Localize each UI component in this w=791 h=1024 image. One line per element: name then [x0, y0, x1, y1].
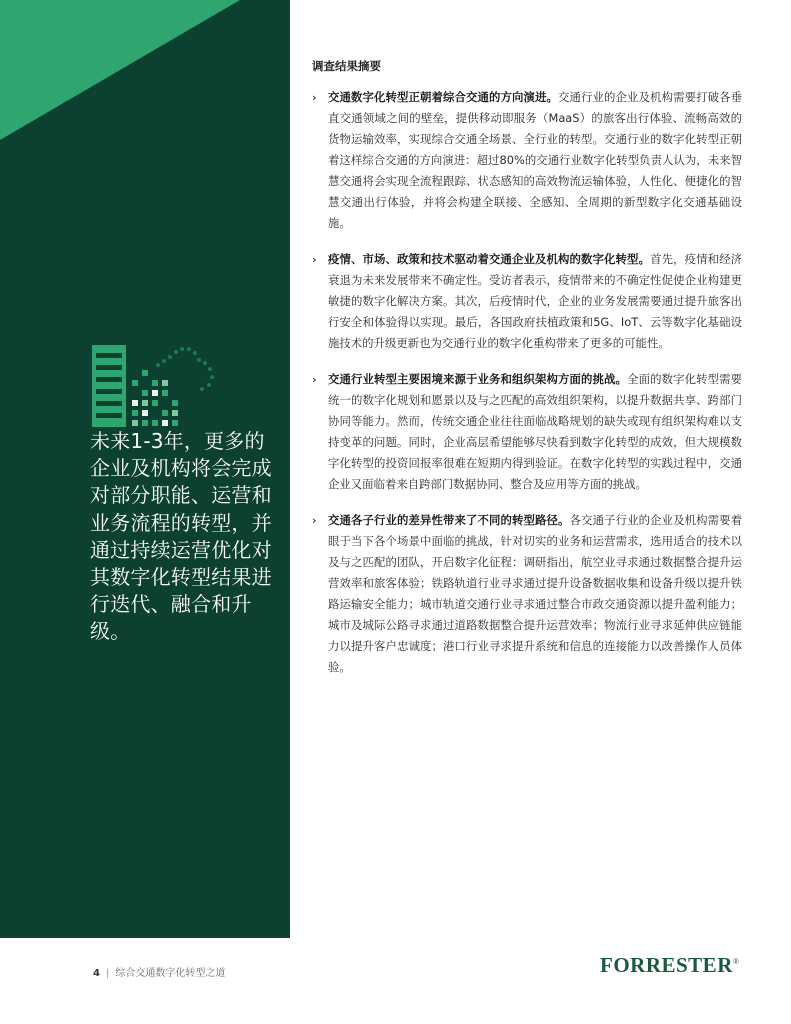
chevron-right-icon: › [312, 91, 317, 104]
footer-separator: | [105, 968, 110, 979]
finding-body: 各交通子行业的企业及机构需要着眼于当下各个场景中面临的挑战，针对切实的业务和运营需求，选用适合的技术以及与之匹配的团队，开启数字化征程：调研指出，航空业寻求通过数据整合提升运营效率和旅客体验；铁路轨道行业寻求通过提升设备数据收集和设备升级以提升铁路运输安全能力；城市轨道交通行业寻求通过整合市政交通资源以提升盈利能力；城市及城际公路寻求通过道路数据整合提升运营效率；物流行业寻求延伸供应链能力以提升客户忠诚度；港口行业寻求提升系统和信息的连接能力以改善操作人员体验。 [328, 513, 742, 674]
forrester-logo [600, 953, 739, 978]
chevron-right-icon: › [312, 514, 317, 527]
finding-lead: 疫情、市场、政策和技术驱动着交通企业及机构的数字化转型。 [328, 252, 651, 266]
finding-item [312, 87, 742, 234]
finding-body: 首先，疫情和经济衰退为未来发展带来不确定性。受访者表示，疫情带来的不确定性促使企业构建更敏捷的数字化解决方案。其次，后疫情时代，企业的业务发展需要通过提升旅客出行安全和体验得以实现。最后，各国政府扶植政策和5G、IoT、云等数字化基础设施技术的升级更新也为交通行业的数字化重构带来了更多的可能性。 [328, 252, 742, 350]
section-title: 调查结果摘要 [312, 59, 381, 73]
finding-item [312, 510, 742, 678]
finding-item [312, 369, 742, 495]
finding-lead: 交通各子行业的差异性带来了不同的转型路径。 [328, 513, 570, 527]
page-footer [93, 964, 225, 979]
logo-registered-mark: ® [732, 957, 740, 966]
finding-lead: 交通数字化转型正朝着综合交通的方向演进。 [328, 90, 559, 104]
chevron-right-icon: › [312, 373, 317, 386]
sidebar-panel [0, 0, 290, 938]
finding-body: 交通行业的企业及机构需要打破各垂直交通领域之间的壁垒，提供移动即服务（MaaS）的旅客出行体验、流畅高效的货物运输效率，实现综合交通全场景、全行业的转型。交通行业的数字化转型正朝着这样综合交通的方向演进：超过80%的交通行业数字化转型负责人认为，未来智慧交通将会实现全流程跟踪、状态感知的高效物流运输体验，人性化、便捷化的智慧交通出行体验，并将会构建全联接、全感知、全周期的新型数字化交通基础设施。 [328, 90, 742, 230]
chevron-right-icon: › [312, 253, 317, 266]
finding-lead: 交通行业转型主要困境来源于业务和组织架构方面的挑战。 [328, 372, 628, 386]
building-cloud-icon [92, 335, 217, 430]
page-number: 4 [93, 968, 100, 979]
finding-body: 全面的数字化转型需要统一的数字化规划和愿景以及与之匹配的高效组织架构，以提升数据共享、跨部门协同等能力。然而，传统交通企业往往面临战略规划的缺失或现有组织架构难以支持变革的问题。同时，企业高层希望能够尽快看到数字化转型的成效，但大规模数字化转型的投资回报率很难在短期内得到验证。在数字化转型的实践过程中，交通企业又面临着来自跨部门数据协同、整合及应用等方面的挑战。 [328, 372, 742, 491]
main-content [312, 58, 742, 693]
footer-doc-title: 综合交通数字化转型之道 [115, 968, 226, 979]
sidebar-quote: 未来1-3年，更多的企业及机构将会完成对部分职能、运营和业务流程的转型，并通过持续运营优化对其数字化转型结果进行迭代、融合和升级。 [90, 429, 272, 644]
finding-item [312, 249, 742, 354]
accent-triangle [0, 0, 290, 145]
logo-text: FORRESTER [600, 953, 733, 977]
